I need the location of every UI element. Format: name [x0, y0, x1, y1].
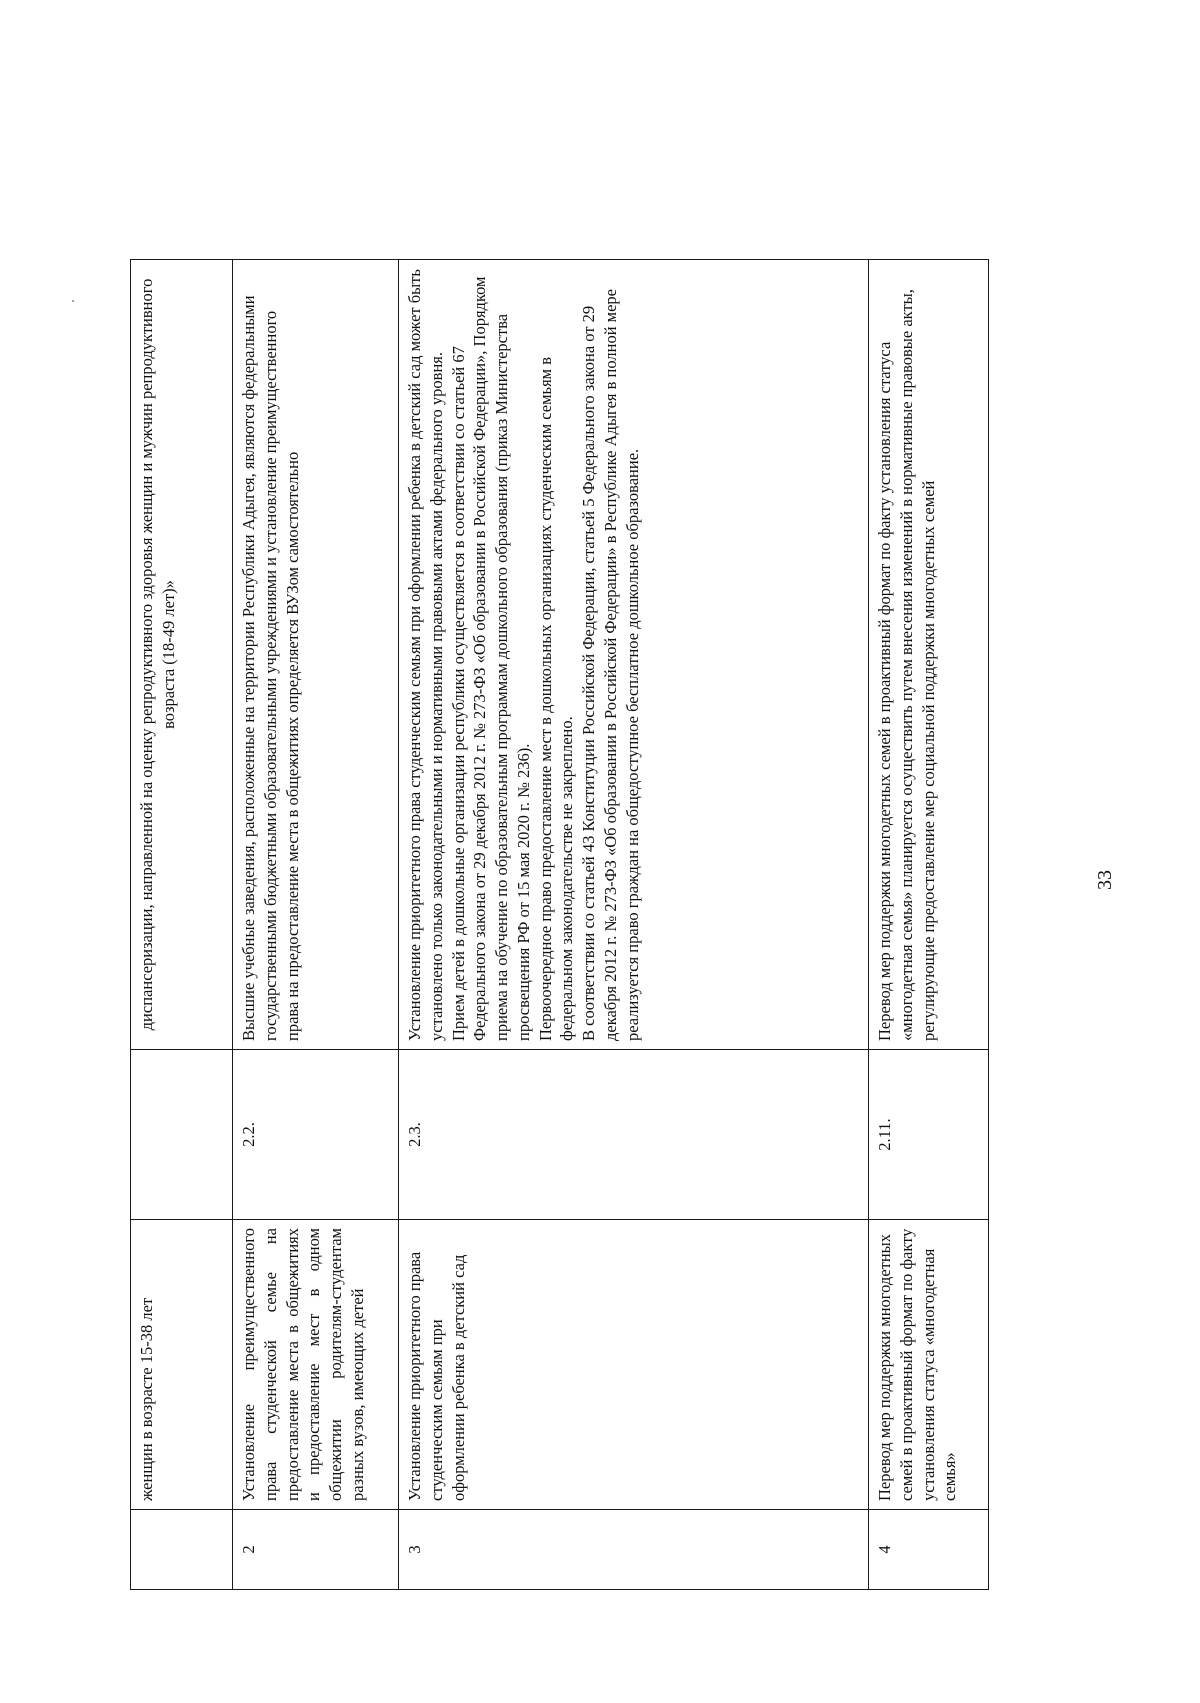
- row-number: 3: [399, 1510, 869, 1590]
- plan-item-code: 2.11.: [869, 1050, 989, 1220]
- plan-item-code: [131, 1050, 233, 1220]
- measure-name: Установление преимущественного права студенческой семье на предоставление места в общежитиях и предоставление мест в одном общежитии родителям-студентам разных вузов, имеющих детей: [233, 1220, 399, 1510]
- table-row: [869, 260, 989, 1590]
- measure-description: диспансеризации, направленной на оценку репродуктивного здоровья женщин и мужчин репродуктивного возраста (18-49 лет)»: [131, 260, 233, 1050]
- plan-item-code: 2.3.: [399, 1050, 869, 1220]
- plan-item-code: 2.2.: [233, 1050, 399, 1220]
- row-number: 4: [869, 1510, 989, 1590]
- row-number: [131, 1510, 233, 1590]
- measure-name: Установление приоритетного права студенческим семьям при оформлении ребенка в детский сад: [399, 1220, 869, 1510]
- table-row: [233, 260, 399, 1590]
- row-number: 2: [233, 1510, 399, 1590]
- description-paragraph: В соответствии со статьей 43 Конституции Российской Федерации, статьей 5 Федерального закона от 29 декабря 2012 г. № 273-ФЗ «Об образовании в Российской Федерации» в Республике Адыгея в полной мере реализуется право граждан на общедоступное бесплатное дошкольное образование.: [579, 289, 642, 1041]
- description-paragraph: Первоочередное право предоставление мест в дошкольных организациях студенческим семьям в федеральном законодательстве не закреплено.: [535, 356, 577, 1041]
- measure-name: Перевод мер поддержки многодетных семей в проактивный формат по факту установления статуса «многодетная семья»: [869, 1220, 989, 1510]
- scan-speck: [72, 300, 74, 302]
- rotated-page-content: [130, 260, 1090, 1590]
- table-row: [131, 260, 233, 1590]
- measures-table: [130, 259, 989, 1590]
- table-row: [399, 260, 869, 1590]
- description-paragraph: Установление приоритетного права студенческим семьям при оформлении ребенка в детский сад может быть установлено только законодательными и нормативными правовыми актами федерального уровня.: [405, 269, 446, 1041]
- page-number: 33: [1094, 870, 1116, 890]
- description-paragraph: Прием детей в дошкольные организации республики осуществляется в соответствии со статьей 67 Федерального закона от 29 декабря 2012 г. № 273-ФЗ «Об образовании в Российской Федерации», Порядком приема на обучение по образовательным программам дошкольного образования (приказ Министерства просвещения РФ от 15 мая 2020 г. № 236).: [448, 276, 533, 1041]
- measure-description: [399, 260, 869, 1050]
- measure-description: Высшие учебные заведения, расположенные на территории Республики Адыгея, являются федеральными государственными бюджетными образовательными учреждениями и установление преимущественного права на предоставление места в общежитиях определяется ВУЗом самостоятельно: [233, 260, 399, 1050]
- measure-description: Перевод мер поддержки многодетных семей в проактивный формат по факту установления статуса «многодетная семья» планируется осуществить путем внесения изменений в нормативные правовые акты, регулирующие предоставление мер социальной поддержки многодетных семей: [869, 260, 989, 1050]
- measure-name: женщин в возрасте 15-38 лет: [131, 1220, 233, 1510]
